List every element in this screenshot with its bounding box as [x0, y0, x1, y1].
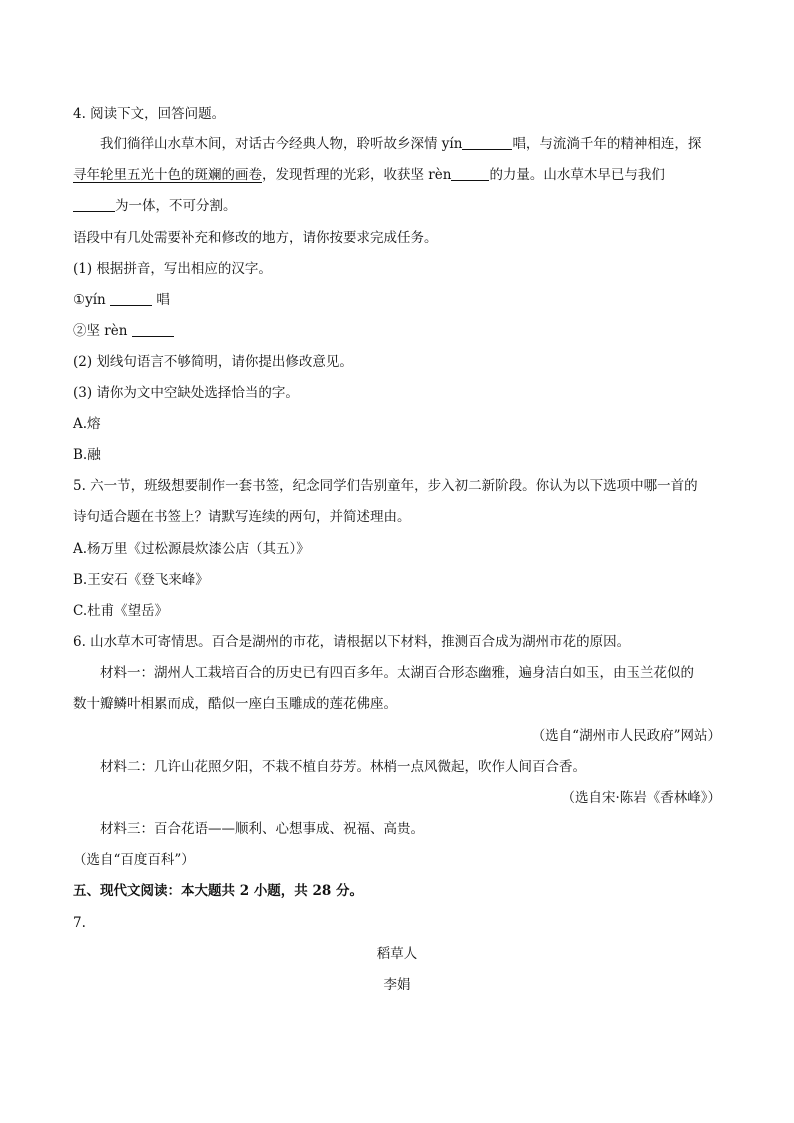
q6-material1-line1: 材料一：湖州人工栽培百合的历史已有四百多年。太湖百合形态幽雅，遍身洁白如玉，由玉兰花似的 [100, 665, 694, 681]
q7-title: 稻草人 [376, 946, 418, 962]
blank-yin[interactable] [462, 135, 512, 150]
underlined-sentence: 寻年轮里五光十色的斑斓的画卷 [73, 167, 262, 183]
q4-title: 4. 阅读下文，回答问题。 [73, 106, 226, 122]
q6-material1-line2: 数十瓣鳞叶相累而成，酷似一座白玉雕成的莲花佛座。 [73, 696, 397, 712]
q5-line2: 诗句适合题在书签上？请默写连续的两句，并简述理由。 [73, 509, 411, 525]
q4-sub1-b [73, 321, 721, 341]
answer-blank-yin[interactable] [110, 291, 152, 306]
q6-material3: 材料三：百合花语——顺利、心想事成、祝福、高贵。 [100, 821, 424, 837]
sub1-a-suffix: 唱 [156, 292, 170, 308]
blank-ren[interactable] [451, 166, 489, 181]
q4-instruction: 语段中有几处需要补充和修改的地方，请你按要求完成任务。 [73, 230, 438, 246]
q4-option-b[interactable]: B.融 [73, 447, 101, 463]
sub1-b-label: ②坚 rèn [73, 323, 128, 339]
q6-material3-source: （选自“百度百科”） [73, 852, 195, 868]
q5-option-a[interactable]: A.杨万里《过松源晨炊漆公店（其五）》 [73, 541, 310, 557]
q4-sub1-a [73, 290, 721, 310]
q4-sub1: (1) 根据拼音，写出相应的汉字。 [73, 261, 272, 277]
q5-option-b[interactable]: B.王安石《登飞来峰》 [73, 572, 209, 588]
q6-material2-source: （选自宋·陈岩《香林峰》） [561, 790, 721, 806]
q4-sub3: (3) 请你为文中空缺处选择恰当的字。 [73, 385, 299, 401]
q4-passage-text: 为一体，不可分割。 [115, 198, 237, 214]
q6-material1-source: （选自“湖州市人民政府”网站） [531, 728, 721, 744]
q4-passage-line1 [100, 134, 721, 154]
blank-rong[interactable] [73, 197, 115, 212]
section5-count: 2 [239, 883, 250, 899]
q4-option-a[interactable]: A.熔 [73, 416, 101, 432]
section5-suffix: 分。 [336, 883, 364, 899]
q6-intro: 6. 山水草木可寄情思。百合是湖州的市花，请根据以下材料，推测百合成为湖州市花的原因。 [73, 634, 631, 650]
q5-option-c[interactable]: C.杜甫《望岳》 [73, 603, 169, 619]
q4-passage-text: 的力量。山水草木早已与我们 [489, 167, 665, 183]
section5-mid: 小题，共 [253, 883, 308, 899]
q6-material2: 材料二：几许山花照夕阳，不栽不植自芬芳。林梢一点风微起，吹作人间百合香。 [100, 759, 586, 775]
answer-blank-ren[interactable] [132, 322, 174, 337]
q4-passage-text: 唱，与流淌千年的精神相连，探 [512, 136, 702, 152]
q4-passage-text: ，发现哲理的光彩，收获坚 rèn [262, 167, 452, 183]
q7-author: 李娟 [383, 977, 411, 993]
section5-score: 28 [312, 883, 332, 899]
q4-sub2: (2) 划线句语言不够简明，请你提出修改意见。 [73, 354, 353, 370]
q4-passage-line2 [73, 165, 721, 185]
q4-passage-line3 [73, 196, 721, 216]
q5-line1: 5. 六一节，班级想要制作一套书签，纪念同学们告别童年，步入初二新阶段。你认为以下选项中哪一首的 [73, 478, 698, 494]
sub1-a-label: ①yín [73, 292, 106, 308]
section5-heading [73, 881, 721, 901]
section5-prefix: 五、现代文阅读：本大题共 [73, 883, 235, 899]
q4-passage-text: 我们徜徉山水草木间，对话古今经典人物，聆听故乡深情 yín [100, 136, 463, 152]
q7-number: 7. [73, 915, 86, 931]
